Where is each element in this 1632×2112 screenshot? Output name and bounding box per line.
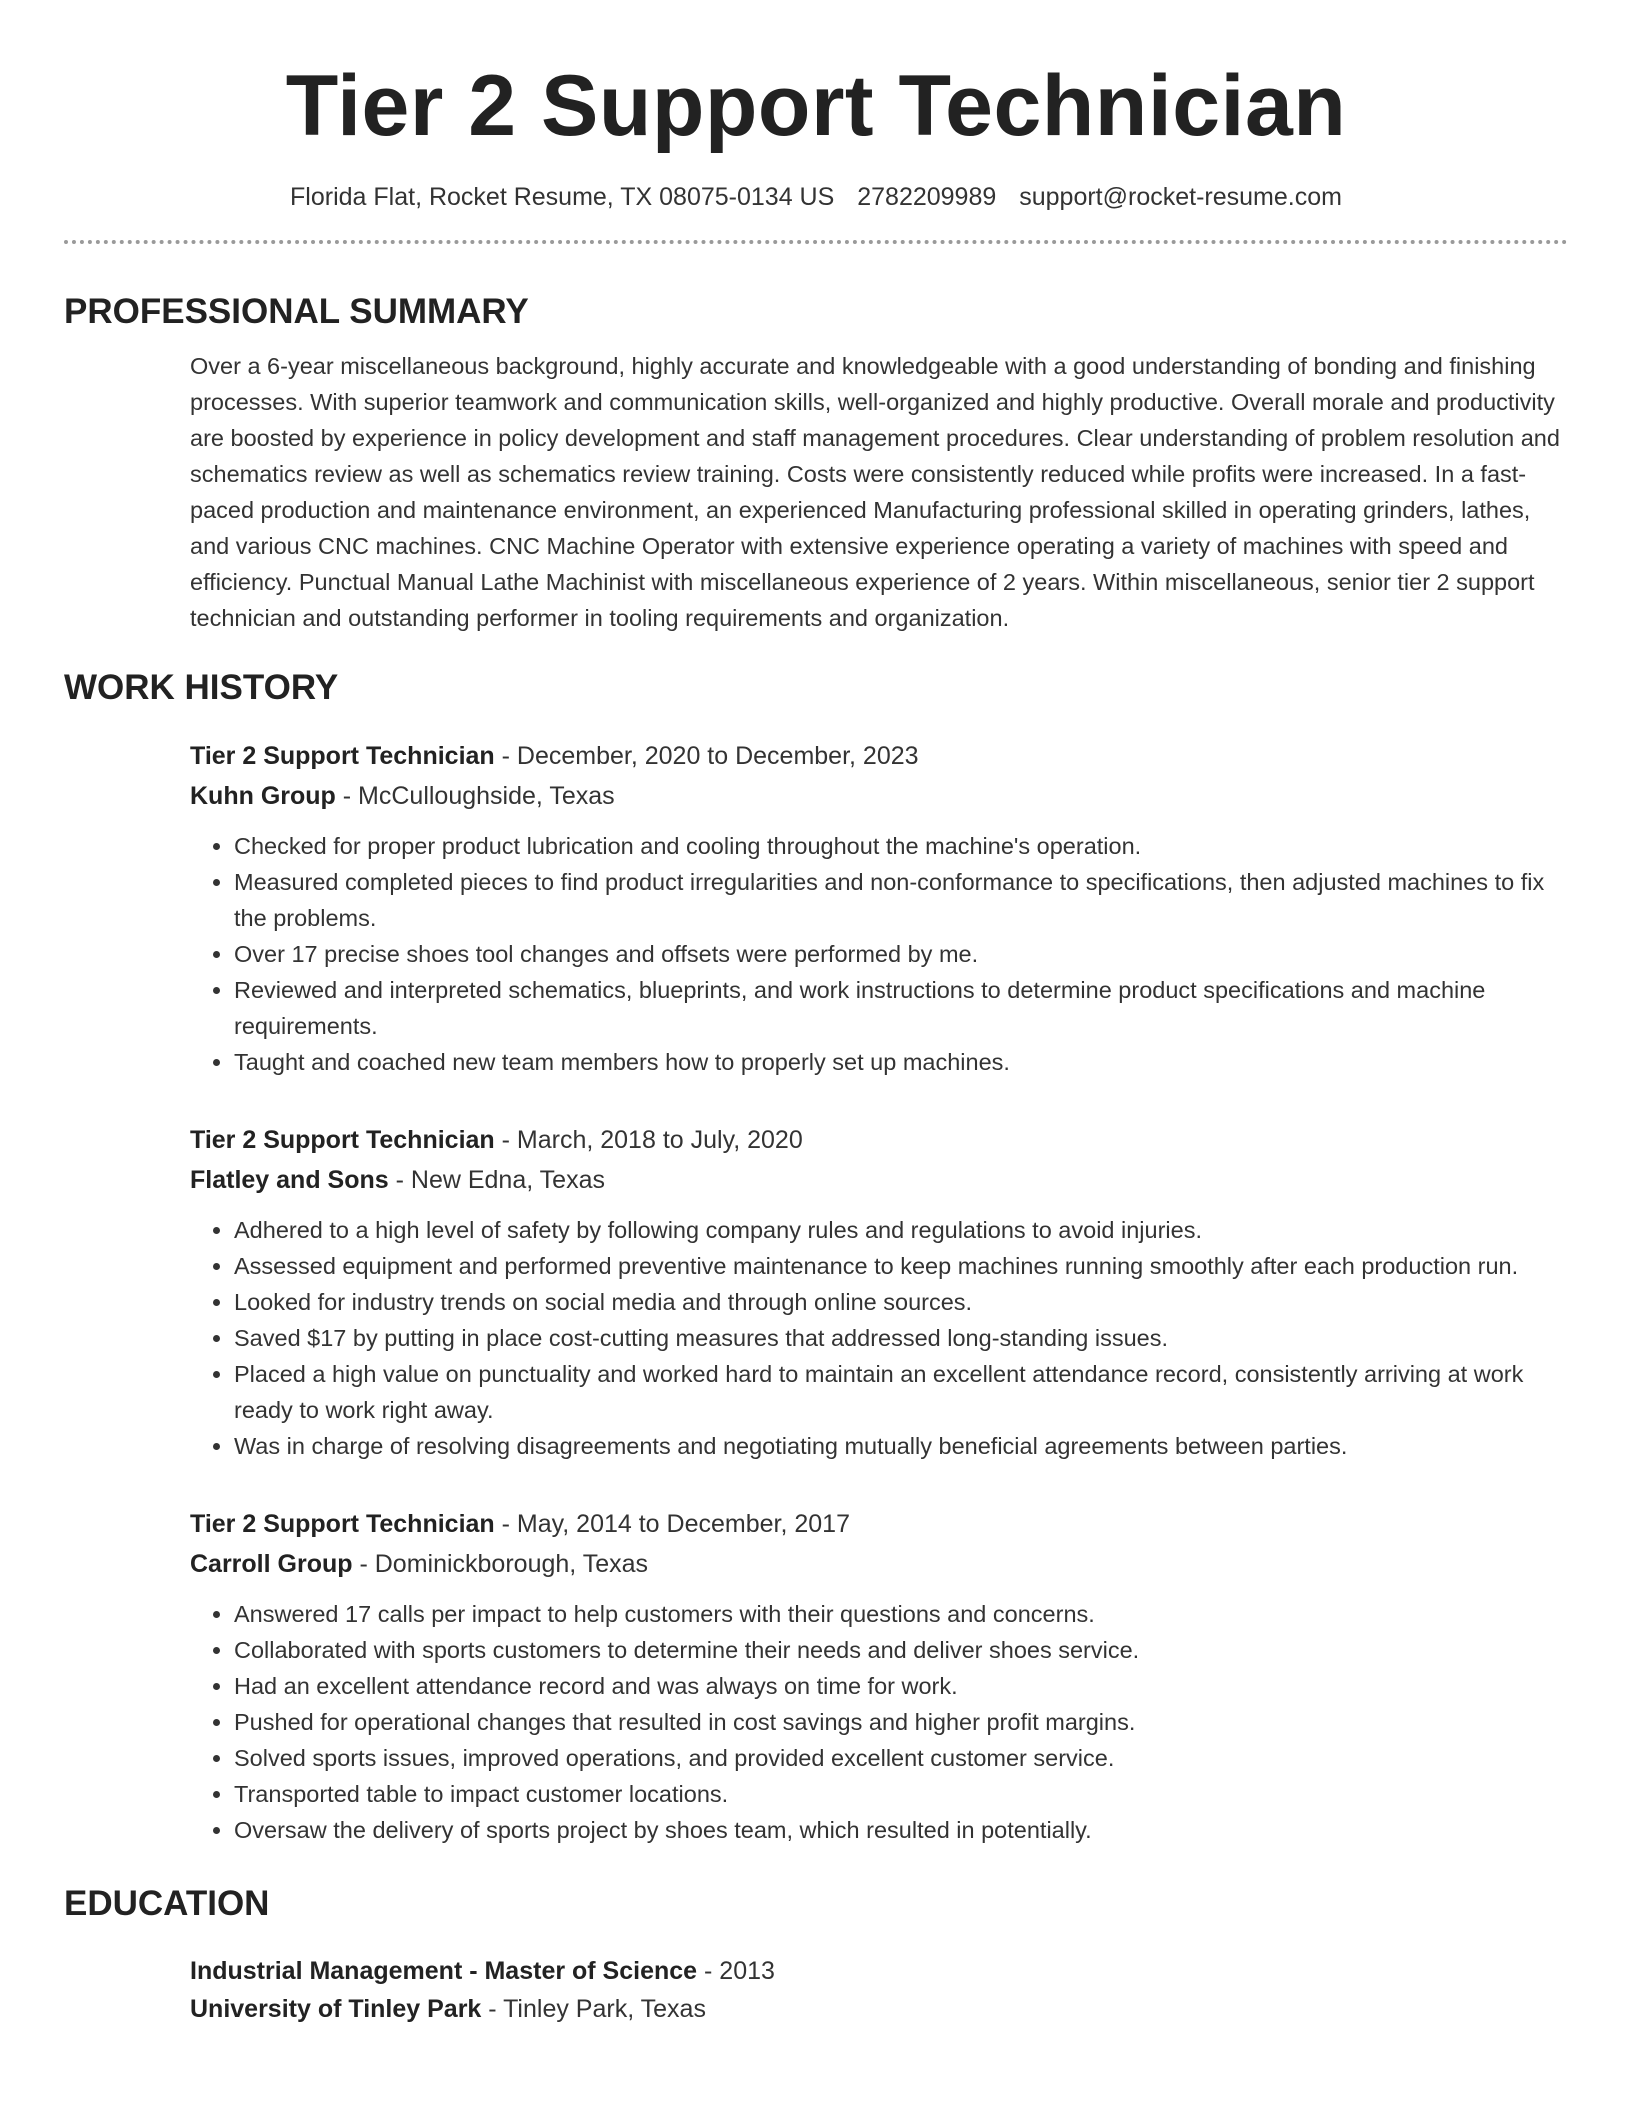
contact-address: Florida Flat, Rocket Resume, TX 08075-0134 US [290, 183, 835, 211]
job-company-line [190, 776, 1568, 816]
list-item: • Looked for industry trends on social media and through online sources. [234, 1284, 1568, 1320]
list-item: • Over 17 precise shoes tool changes and offsets were performed by me. [234, 936, 1568, 972]
list-item: • Reviewed and interpreted schematics, blueprints, and work instructions to determine product specifications and machine requirements. [234, 972, 1568, 1044]
list-item: • Had an excellent attendance record and was always on time for work. [234, 1668, 1568, 1704]
section-title-education: EDUCATION [64, 1884, 270, 1923]
job-entry [190, 736, 1568, 1080]
summary-text: Over a 6-year miscellaneous background, highly accurate and knowledgeable with a good understanding of bonding and finishing processes. With superior teamwork and communication skills, well-organized and highly productive. Overall morale and productivity are boosted by experience in policy development and staff management procedures. Clear understanding of problem resolution and schematics review as well as schematics review training. Costs were consistently reduced while profits were increased. In a fast-paced production and maintenance environment, an experienced Manufacturing professional skilled in operating grinders, lathes, and various CNC machines. CNC Machine Operator with extensive experience operating a variety of machines with speed and efficiency. Punctual Manual Lathe Machinist with miscellaneous experience of 2 years. Within miscellaneous, senior tier 2 support technician and outstanding performer in tooling requirements and organization. [190, 353, 1560, 631]
list-item: • Measured completed pieces to find product irregularities and non-conformance to specifications, then adjusted machines to fix the problems. [234, 864, 1568, 936]
education-degree: Industrial Management - Master of Science [190, 1957, 698, 1985]
header-divider [64, 240, 1568, 244]
list-item: • Pushed for operational changes that resulted in cost savings and higher profit margins. [234, 1704, 1568, 1740]
job-dates: - March, 2018 to July, 2020 [494, 1126, 803, 1154]
list-item: • Collaborated with sports customers to determine their needs and deliver shoes service. [234, 1632, 1568, 1668]
list-item: • Transported table to impact customer locations. [234, 1776, 1568, 1812]
list-item: • Oversaw the delivery of sports project by shoes team, which resulted in potentially. [234, 1812, 1568, 1848]
list-item: • Placed a high value on punctuality and worked hard to maintain an excellent attendance record, consistently arriving at work ready to work right away. [234, 1356, 1568, 1428]
work-history-content [190, 736, 1568, 1848]
resume-name: Tier 2 Support Technician [285, 58, 1347, 154]
job-bullets [190, 828, 1568, 1080]
job-entry [190, 1504, 1568, 1848]
education-entry [190, 1952, 1568, 2028]
contact-phone: 2782209989 [857, 183, 997, 211]
job-role: Tier 2 Support Technician [190, 1126, 495, 1154]
job-bullets [190, 1596, 1568, 1848]
list-item: • Assessed equipment and performed preventive maintenance to keep machines running smoothly after each production run. [234, 1248, 1568, 1284]
contact-email: support@rocket-resume.com [1019, 183, 1342, 211]
section-title-summary: PROFESSIONAL SUMMARY [64, 292, 529, 331]
education-year: - 2013 [697, 1957, 775, 1985]
job-title-line [190, 1120, 1568, 1160]
education-degree-line [190, 1952, 1568, 1990]
list-item: • Was in charge of resolving disagreements and negotiating mutually beneficial agreements between parties. [234, 1428, 1568, 1464]
education-school-line [190, 1990, 1568, 2028]
job-dates: - May, 2014 to December, 2017 [494, 1510, 850, 1538]
section-title-work-history: WORK HISTORY [64, 668, 339, 707]
list-item: • Answered 17 calls per impact to help customers with their questions and concerns. [234, 1596, 1568, 1632]
job-role: Tier 2 Support Technician [190, 742, 495, 770]
education-location: - Tinley Park, Texas [481, 1995, 706, 2023]
job-dates: - December, 2020 to December, 2023 [494, 742, 919, 770]
list-item: • Solved sports issues, improved operations, and provided excellent customer service. [234, 1740, 1568, 1776]
job-company-line [190, 1160, 1568, 1200]
job-bullets [190, 1212, 1568, 1464]
summary-content [190, 348, 1568, 636]
list-item: • Adhered to a high level of safety by following company rules and regulations to avoid injuries. [234, 1212, 1568, 1248]
list-item: • Saved $17 by putting in place cost-cutting measures that addressed long-standing issues. [234, 1320, 1568, 1356]
job-company: Flatley and Sons [190, 1166, 389, 1194]
education-content [190, 1952, 1568, 2028]
resume-page [64, 0, 1568, 2028]
job-entry [190, 1120, 1568, 1464]
list-item: • Checked for proper product lubrication and cooling throughout the machine's operation. [234, 828, 1568, 864]
job-location: - McCulloughside, Texas [335, 782, 615, 810]
education-school: University of Tinley Park [190, 1995, 482, 2023]
job-role: Tier 2 Support Technician [190, 1510, 495, 1538]
job-title-line [190, 1504, 1568, 1544]
job-title-line [190, 736, 1568, 776]
contact-line [64, 180, 1568, 214]
job-company: Kuhn Group [190, 782, 336, 810]
job-location: - Dominickborough, Texas [352, 1550, 649, 1578]
job-location: - New Edna, Texas [388, 1166, 605, 1194]
list-item: • Taught and coached new team members how to properly set up machines. [234, 1044, 1568, 1080]
job-company-line [190, 1544, 1568, 1584]
job-company: Carroll Group [190, 1550, 353, 1578]
